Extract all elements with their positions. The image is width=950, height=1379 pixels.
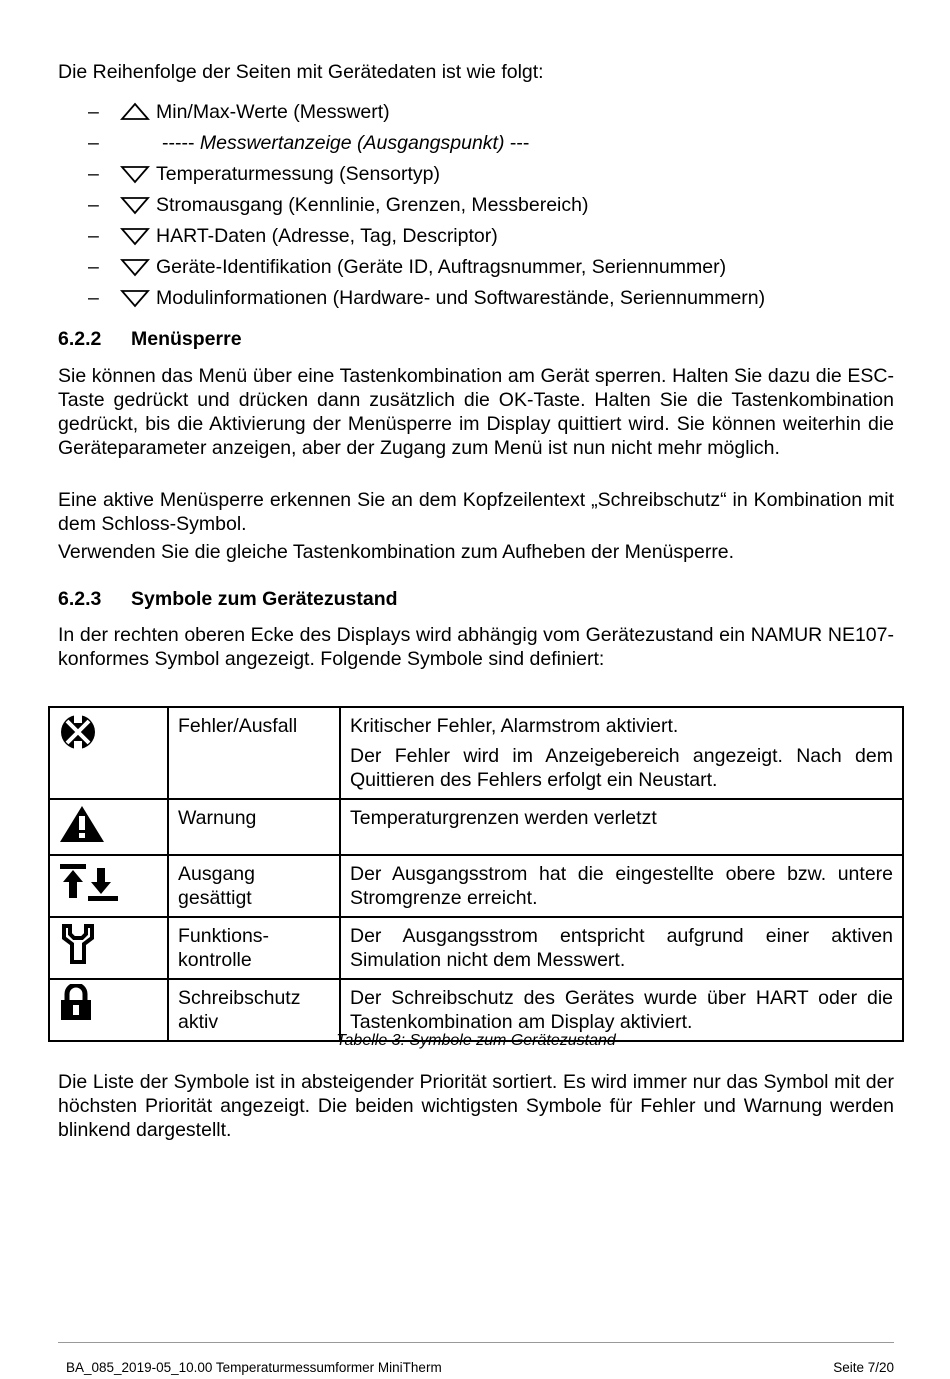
list-dash: – [88, 255, 99, 278]
triangle-down-icon [120, 164, 150, 184]
symbol-label: Funktions-kontrolle [168, 917, 340, 979]
list-item [58, 282, 894, 313]
symbol-label: Warnung [168, 799, 340, 855]
footer-document-id: BA_085_2019-05_10.00 Temperaturmessumformer MiniTherm [66, 1360, 442, 1375]
table-row [49, 917, 903, 979]
list-item [58, 251, 894, 282]
footer-page-number: Seite 7/20 [833, 1360, 894, 1375]
symbol-description: Der Fehler wird im Anzeigebereich angezeigt. Nach dem Quittieren des Fehlers erfolgt ein Neustart. [350, 745, 893, 791]
list-dash: – [88, 162, 99, 185]
list-dash: – [88, 286, 99, 309]
list-dash: – [88, 193, 99, 216]
list-dash: – [88, 131, 99, 154]
menu-lock-paragraph-2: Eine aktive Menüsperre erkennen Sie an dem Kopfzeilentext „Schreibschutz“ in Kombination mit dem Schloss-Symbol. [58, 489, 894, 535]
list-item [58, 158, 894, 189]
page-order-list [58, 96, 894, 313]
menu-lock-paragraph-3: Verwenden Sie die gleiche Tastenkombination zum Aufheben der Menüsperre. [58, 541, 735, 563]
symbol-description: Der Ausgangsstrom hat die eingestellte obere bzw. untere Stromgrenze erreicht. [350, 863, 893, 909]
closing-paragraph: Die Liste der Symbole ist in absteigender Priorität sortiert. Es wird immer nur das Symbol mit der höchsten Priorität angezeigt. Die beiden wichtigsten Symbole für Fehler und Warnung werden blinkend dargestellt. [58, 1071, 894, 1141]
triangle-down-icon [120, 288, 150, 308]
list-item-text: Temperaturmessung (Sensortyp) [156, 162, 440, 185]
list-dash: – [88, 224, 99, 247]
list-item [58, 96, 894, 127]
symbol-label: Ausgang gesättigt [168, 855, 340, 917]
list-item-text: ----- Messwertanzeige (Ausgangspunkt) --- [162, 131, 530, 154]
table-row [49, 799, 903, 855]
list-item [58, 220, 894, 251]
triangle-down-icon [120, 257, 150, 277]
list-item-text: HART-Daten (Adresse, Tag, Descriptor) [156, 224, 498, 247]
device-status-symbols-table [48, 706, 904, 1042]
device-symbols-paragraph: In der rechten oberen Ecke des Displays wird abhängig vom Gerätezustand ein NAMUR NE107-konformes Symbol angezeigt. Folgende Symbole sind definiert: [58, 624, 894, 670]
output-saturated-icon [58, 887, 122, 909]
intro-text: Die Reihenfolge der Seiten mit Gerätedaten ist wie folgt: [58, 61, 544, 83]
symbol-label: Fehler/Ausfall [168, 707, 340, 799]
list-item [58, 127, 894, 158]
list-item-text: Geräte-Identifikation (Geräte ID, Auftragsnummer, Seriennummer) [156, 255, 727, 278]
symbol-description: Temperaturgrenzen werden verletzt [350, 807, 657, 829]
table-row [49, 707, 903, 799]
list-item [58, 189, 894, 220]
symbol-description: Kritischer Fehler, Alarmstrom aktiviert. [350, 715, 679, 737]
triangle-down-icon [120, 226, 150, 246]
symbol-label: Schreibschutz aktiv [168, 979, 340, 1041]
list-item-text: Min/Max-Werte (Messwert) [156, 100, 390, 123]
menu-lock-paragraph-1: Sie können das Menü über eine Tastenkombination am Gerät sperren. Halten Sie dazu die ESC-Taste gedrückt und drücken dann zusätzlich die OK-Taste. Halten Sie die Tastenkombination gedrückt, bis die Aktivierung der Menüsperre im Display quittiert wird. Sie können weiterhin die Geräteparameter anzeigen, aber der Zugang zum Menü ist nun nicht mehr möglich. [58, 365, 894, 459]
triangle-up-icon [120, 102, 150, 122]
failure-icon [58, 735, 98, 757]
footer-divider [58, 1342, 894, 1343]
table-caption: Tabelle 3: Symbole zum Gerätezustand [336, 1032, 616, 1049]
symbol-description: Der Schreibschutz des Gerätes wurde über HART oder die Tastenkombination am Display aktiviert. [350, 987, 893, 1033]
function-check-icon [58, 949, 98, 971]
list-item-text: Modulinformationen (Hardware- und Softwarestände, Seriennummern) [156, 286, 766, 309]
section-heading-device-symbols: 6.2.3 Symbole zum Gerätezustand [58, 588, 398, 610]
list-dash: – [88, 100, 99, 123]
triangle-down-icon [120, 195, 150, 215]
section-heading-menu-lock: 6.2.2 Menüsperre [58, 328, 242, 350]
lock-icon [58, 1005, 94, 1027]
list-item-text: Stromausgang (Kennlinie, Grenzen, Messbereich) [156, 193, 589, 216]
table-row [49, 855, 903, 917]
warning-icon [58, 827, 106, 849]
symbol-description: Der Ausgangsstrom entspricht aufgrund einer aktiven Simulation nicht dem Messwert. [350, 925, 893, 971]
